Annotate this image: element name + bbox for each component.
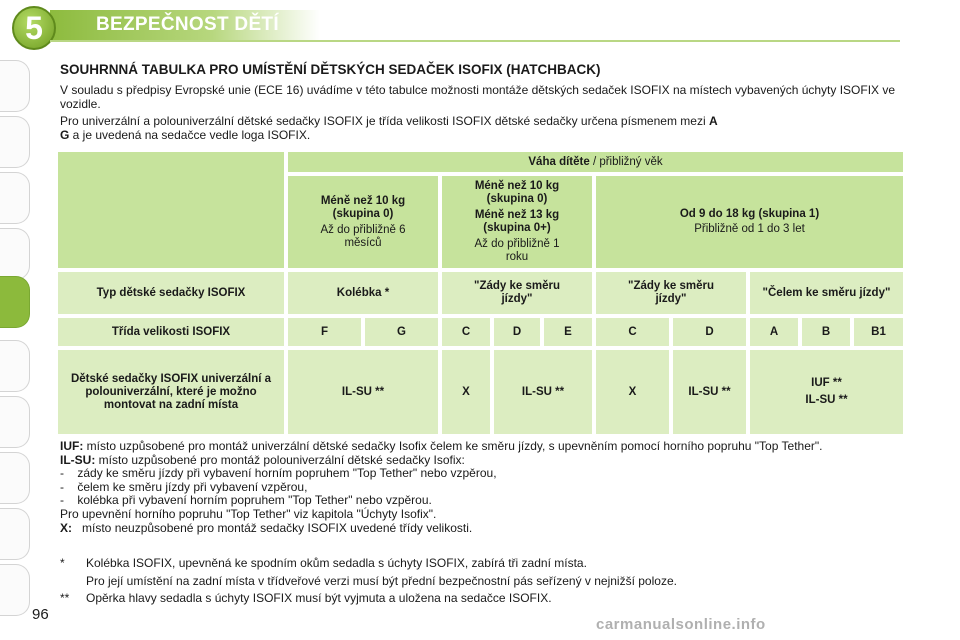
group-1-age: Až do přibližně 6 měsíců bbox=[320, 223, 406, 249]
weight-header bbox=[288, 152, 903, 172]
note-dash-item: - čelem ke směru jízdy při vybavení vzpěrou, bbox=[60, 479, 308, 494]
note-text: místo uzpůsobené pro montáž univerzální dětské sedačky Isofix čelem ke směru jízdy, s upevněním pomocí horního popruhu "Top Tether". bbox=[86, 439, 823, 453]
note-text: místo neuzpůsobené pro montáž sedačky ISOFIX uvedené třídy velikosti. bbox=[82, 520, 473, 535]
size-class-cell bbox=[802, 318, 850, 346]
chapter-tab[interactable] bbox=[0, 564, 30, 616]
note-text: zády ke směru jízdy při vybavení horním popruhem "Top Tether" nebo vzpěrou, bbox=[77, 466, 497, 481]
group-3-age: Přibližně od 1 do 3 let bbox=[694, 223, 805, 235]
group-header-3 bbox=[596, 176, 903, 268]
footnote-mark: ** bbox=[60, 591, 70, 605]
size-letter-g: G bbox=[60, 127, 70, 142]
group-2-weight-a: Méně než 10 kg (skupina 0) bbox=[474, 180, 560, 205]
size-class-cell bbox=[750, 318, 798, 346]
chapter-tabs bbox=[0, 60, 32, 620]
type-cell bbox=[596, 272, 746, 314]
note-text: čelem ke směru jízdy při vybavení vzpěrou, bbox=[77, 479, 308, 494]
size-class-text: C bbox=[461, 325, 471, 338]
row-label-text: Typ dětské sedačky ISOFIX bbox=[96, 286, 246, 299]
seat-row-label bbox=[58, 350, 284, 434]
seat-position-cell bbox=[494, 350, 592, 434]
chapter-title: BEZPEČNOST DĚTÍ bbox=[96, 14, 279, 35]
seat-position-value: IL-SU ** bbox=[805, 394, 848, 406]
weight-header-sub: / přibližný věk bbox=[589, 155, 663, 168]
note-text: místo uzpůsobené pro montáž polouniverzální dětské sedačky Isofix: bbox=[98, 452, 465, 467]
footnotes bbox=[60, 556, 905, 606]
size-class-cell bbox=[673, 318, 746, 346]
note-key: IUF: bbox=[60, 439, 84, 453]
seat-position-cell bbox=[750, 350, 903, 434]
size-letter-a: A bbox=[708, 114, 718, 128]
table-corner bbox=[58, 152, 284, 268]
size-class-cell bbox=[596, 318, 669, 346]
footnote-star bbox=[60, 556, 905, 589]
note-ilsu bbox=[60, 454, 905, 468]
intro-text bbox=[60, 84, 903, 146]
size-class-cell bbox=[365, 318, 438, 346]
footnote-double-star bbox=[60, 591, 905, 606]
chapter-tab[interactable] bbox=[0, 172, 30, 224]
weight-header-label: Váha dítěte bbox=[528, 155, 590, 168]
seat-type-text: Kolébka * bbox=[336, 286, 390, 299]
size-class-text: G bbox=[397, 325, 406, 338]
group-3-weight: Od 9 do 18 kg (skupina 1) bbox=[679, 208, 820, 220]
chapter-tab[interactable] bbox=[0, 396, 30, 448]
watermark: carmanualsonline.info bbox=[596, 616, 766, 633]
group-1-weight: Méně než 10 kg (skupina 0) bbox=[320, 194, 406, 220]
note-text: kolébka při vybavení horním popruhem "Top Tether" nebo vzpěrou. bbox=[77, 493, 432, 508]
size-class-text: B bbox=[821, 325, 831, 338]
seat-position-value: X bbox=[628, 385, 637, 398]
size-class-cell bbox=[442, 318, 490, 346]
legend-notes bbox=[60, 440, 905, 535]
class-row-label bbox=[58, 318, 284, 346]
note-key: IL-SU: bbox=[60, 452, 96, 467]
chapter-number-badge: 5 bbox=[12, 6, 56, 50]
chapter-tab-active[interactable] bbox=[0, 276, 30, 328]
intro-text-part: a je uvedená na sedačce vedle loga ISOFIX. bbox=[69, 127, 311, 142]
section-title: SOUHRNNÁ TABULKA PRO UMÍSTĚNÍ DĚTSKÝCH SEDAČEK ISOFIX (HATCHBACK) bbox=[60, 62, 601, 77]
footnote-text: Pro její umístění na zadní místa v třídveřové verzi musí být přední bezpečnostní pás seřízený v nejnižší poloze. bbox=[86, 574, 677, 588]
group-2-weight-b: Méně než 13 kg (skupina 0+) bbox=[474, 209, 560, 234]
intro-paragraph-1: V souladu s předpisy Evropské unie (ECE 16) uvádíme v této tabulce možnosti montáže dětských sedaček ISOFIX na místech vybavených úchyty ISOFIX ve vozidle. bbox=[60, 83, 896, 111]
seat-type-text: "Čelem ke směru jízdy" bbox=[762, 286, 891, 299]
note-x bbox=[60, 522, 905, 536]
size-class-cell bbox=[288, 318, 361, 346]
seat-type-text: "Zády ke směru jízdy" bbox=[628, 280, 714, 305]
size-class-text: D bbox=[705, 325, 714, 338]
seat-position-value: X bbox=[462, 385, 470, 398]
note-key: X: bbox=[60, 520, 72, 535]
seat-position-value: IL-SU ** bbox=[341, 385, 385, 398]
note-tether-ref: Pro upevnění horního popruhu "Top Tether" viz kapitola "Úchyty Isofix". bbox=[60, 506, 437, 521]
header-divider bbox=[50, 40, 900, 42]
size-class-cell bbox=[854, 318, 903, 346]
group-2-age: Až do přibližně 1 roku bbox=[474, 238, 560, 263]
intro-paragraph-2 bbox=[60, 115, 903, 142]
chapter-tab[interactable] bbox=[0, 340, 30, 392]
size-class-text: B1 bbox=[871, 325, 886, 338]
chapter-tab[interactable] bbox=[0, 60, 30, 112]
chapter-tab[interactable] bbox=[0, 116, 30, 168]
size-class-cell bbox=[544, 318, 592, 346]
chapter-tab[interactable] bbox=[0, 508, 30, 560]
group-header-1 bbox=[288, 176, 438, 268]
seat-position-value: IUF ** bbox=[811, 377, 842, 389]
page-number: 96 bbox=[32, 606, 49, 623]
size-class-text: C bbox=[628, 325, 637, 338]
row-label-text: Dětské sedačky ISOFIX univerzální a polouniverzální, které je možno montovat na zadní místa bbox=[70, 372, 272, 411]
seat-type-text: "Zády ke směru jízdy" bbox=[474, 280, 560, 305]
seat-position-cell bbox=[673, 350, 746, 434]
row-label-text: Třída velikosti ISOFIX bbox=[111, 325, 231, 338]
chapter-tab[interactable] bbox=[0, 228, 30, 280]
size-class-text: F bbox=[320, 325, 329, 338]
intro-text-part: Pro univerzální a polouniverzální dětské sedačky ISOFIX je třída velikosti ISOFIX dětské sedačky určena písmenem mezi bbox=[60, 114, 709, 128]
seat-position-cell bbox=[288, 350, 438, 434]
size-class-text: D bbox=[512, 325, 522, 338]
size-class-text: A bbox=[769, 325, 779, 338]
note-iuf bbox=[60, 440, 905, 454]
type-cell bbox=[442, 272, 592, 314]
type-cell bbox=[750, 272, 903, 314]
type-row-label bbox=[58, 272, 284, 314]
seat-position-cell bbox=[442, 350, 490, 434]
chapter-tab[interactable] bbox=[0, 452, 30, 504]
footnote-text: Opěrka hlavy sedadla s úchyty ISOFIX musí být vyjmuta a uložena na sedačce ISOFIX. bbox=[86, 591, 552, 605]
size-class-cell bbox=[494, 318, 540, 346]
note-dash-item: - zády ke směru jízdy při vybavení horním popruhem "Top Tether" nebo vzpěrou, bbox=[60, 466, 497, 481]
note-dash-item: - kolébka při vybavení horním popruhem "Top Tether" nebo vzpěrou. bbox=[60, 493, 432, 508]
seat-position-value: IL-SU ** bbox=[521, 385, 565, 398]
group-header-2 bbox=[442, 176, 592, 268]
seat-position-value: IL-SU ** bbox=[688, 385, 731, 398]
size-class-text: E bbox=[564, 325, 572, 338]
type-cell bbox=[288, 272, 438, 314]
seat-position-cell bbox=[596, 350, 669, 434]
footnote-mark: * bbox=[60, 556, 65, 570]
footnote-text: Kolébka ISOFIX, upevněná ke spodním okům sedadla s úchyty ISOFIX, zabírá tři zadní místa. bbox=[86, 556, 587, 570]
